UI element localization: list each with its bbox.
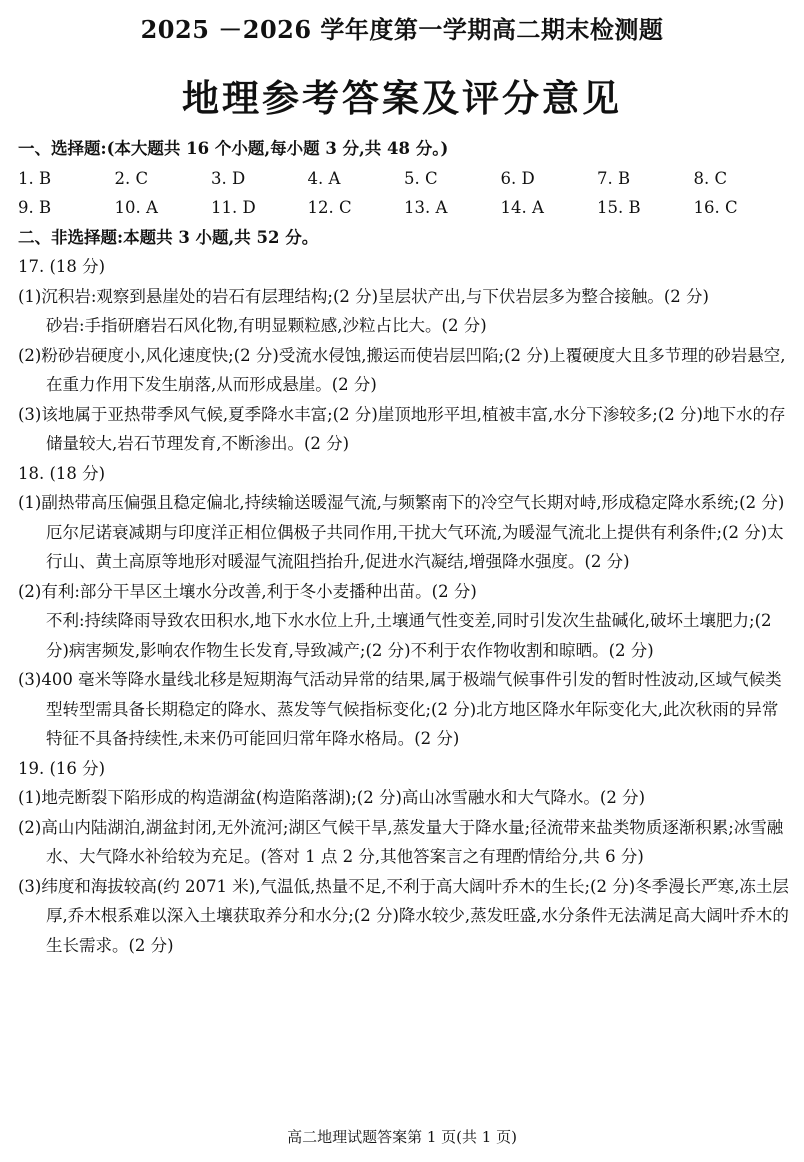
choice-answer: 15. B [597,198,641,217]
choice-answer: 16. C [693,198,738,217]
q18-part-2-sub: 不利:持续降雨导致农田积水,地下水水位上升,土壤通气性变差,同时引发次生盐碱化,破坏土壤肥力;(2 分)病害频发,影响农作物生长发育,导致减产;(2 分)不利于农作物收割和晾晒。(2 分) [46,611,772,660]
choice-answer: 3. D [211,168,246,188]
q19-part-2: (2)高山内陆湖泊,湖盆封闭,无外流河;湖区气候干旱,蒸发量大于降水量;径流带来盐类物质逐渐积累;冰雪融水、大气降水补给较为充足。(答对 1 点 2 分,其他答案言之有理酌情给分,共 6 分) [18,817,784,866]
q18-part-2-text: (2)有利:部分干旱区土壤水分改善,利于冬小麦播种出苗。(2 分) [18,581,477,601]
answer-content [18,134,790,960]
q18-part-2 [18,577,790,666]
choice-answer: 7. B [597,168,631,188]
question-17-title: 17. (18 分) [18,257,106,276]
page-footer: 高二地理试题答案第 1 页(共 1 页) [287,1128,517,1146]
choice-answer: 8. C [693,168,728,188]
q17-part-2: (2)粉砂岩硬度小,风化速度快;(2 分)受流水侵蚀,搬运而使岩层凹陷;(2 分)上覆硬度大且多节理的砂岩悬空,在重力作用下发生崩落,从而形成悬崖。(2 分) [18,345,786,394]
question-19-title: 19. (16 分) [18,758,106,778]
choice-answer: 5. C [404,168,438,188]
q19-part-1: (1)地壳断裂下陷形成的构造湖盆(构造陷落湖);(2 分)高山冰雪融水和大气降水。(2 分) [18,788,646,807]
q18-part-3: (3)400 毫米等降水量线北移是短期海气活动异常的结果,属于极端气候事件引发的暂时性波动,区域气候类型转型需具备长期稳定的降水、蒸发等气候指标变化;(2 分)北方地区降水年际变化大,此次秋雨的异常特征不具备持续性,未来仍可能回归常年降水格局。(2 分) [18,670,782,748]
choice-answer: 13. A [404,198,448,217]
q17-part-3: (3)该地属于亚热带季风气候,夏季降水丰富;(2 分)崖顶地形平坦,植被丰富,水分下渗较多;(2 分)地下水的存储量较大,岩石节理发育,不断渗出。(2 分) [18,404,786,453]
choice-answer: 4. A [307,168,341,188]
q17-part-1 [18,282,790,341]
section-2-heading: 二、非选择题:本题共 3 小题,共 52 分。 [18,227,319,247]
exam-header-title: 2025 －2026 学年度第一学期高二期末检测题 [140,15,664,44]
choice-answer: 6. D [500,168,535,188]
choice-answer: 9. B [18,198,52,217]
choice-answer: 2. C [114,168,149,188]
section-1-heading: 一、选择题:(本大题共 16 个小题,每小题 3 分,共 48 分。) [18,139,449,158]
choice-answer: 11. D [211,198,256,217]
q17-part-1-text: (1)沉积岩:观察到悬崖处的岩石有层理结构;(2 分)呈层状产出,与下伏岩层多为整合接触。(2 分) [18,286,709,306]
choice-answer: 1. B [18,168,52,188]
choice-answer: 14. A [500,198,544,217]
answer-key-title: 地理参考答案及评分意见 [182,76,622,120]
choice-answer: 12. C [307,198,352,217]
choice-answer: 10. A [114,198,158,217]
q17-part-1-sub: 砂岩:手指研磨岩石风化物,有明显颗粒感,沙粒占比大。(2 分) [46,316,487,335]
q19-part-3: (3)纬度和海拔较高(约 2071 米),气温低,热量不足,不利于高大阔叶乔木的生长;(2 分)冬季漫长严寒,冻土层厚,乔木根系难以深入土壤获取养分和水分;(2 分)降水较少,蒸发旺盛,水分条件无法满足高大阔叶乔木的生长需求。(2 分) [18,876,789,955]
choice-answers-grid [18,164,790,223]
q18-part-1: (1)副热带高压偏强且稳定偏北,持续输送暖湿气流,与频繁南下的冷空气长期对峙,形成稳定降水系统;(2 分)厄尔尼诺衰减期与印度洋正相位偶极子共同作用,干扰大气环流,为暖湿气流北上提供有利条件;(2 分)太行山、黄土高原等地形对暖湿气流阻挡抬升,促进水汽凝结,增强降水强度。(2 分) [18,493,785,571]
question-18-title: 18. (18 分) [18,463,106,483]
